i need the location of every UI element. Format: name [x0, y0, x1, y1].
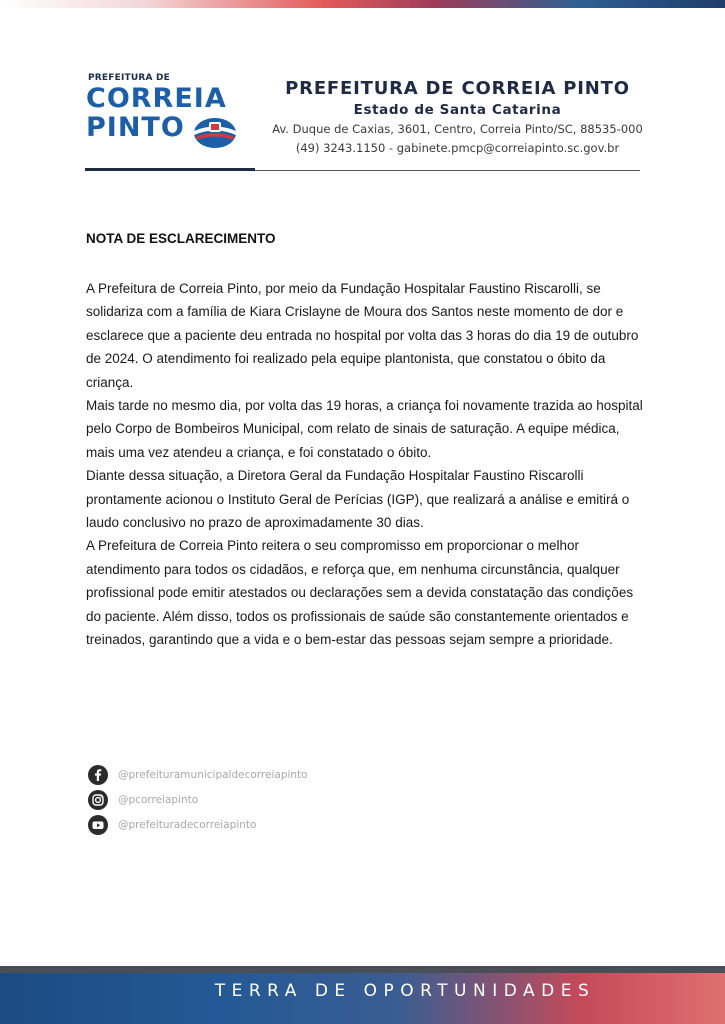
footer-slogan: TERRA DE OPORTUNIDADES [214, 981, 596, 1001]
social-links [88, 762, 388, 837]
logo-line-2: PINTO [86, 112, 185, 143]
youtube-handle: @prefeituradecorreiapinto [118, 818, 257, 831]
city-emblem-icon [192, 116, 238, 150]
city-logo [86, 70, 256, 152]
institution-info [270, 78, 645, 158]
social-row-instagram[interactable] [88, 787, 388, 812]
header-rule-thin [255, 170, 640, 171]
footer-strip [0, 966, 725, 973]
institution-address: Av. Duque de Caxias, 3601, Centro, Correia Pinto/SC, 88535-000 [272, 122, 643, 136]
social-row-facebook[interactable] [88, 762, 388, 787]
institution-state: Estado de Santa Catarina [353, 102, 562, 118]
document-body [86, 230, 646, 652]
paragraph-4: A Prefeitura de Correia Pinto reitera o seu compromisso em proporcionar o melhor atendimento para todos os cidadãos, e reforça que, em nenhuma circunstância, qualquer profissional pode emitir atestados ou declarações sem a devida constatação das condições do paciente. Além disso, todos os profissionais de saúde são constantemente orientados e treinados, garantindo que a vida e o bem-estar das pessoas sejam sempre a prioridade. [86, 538, 634, 648]
header-rule-thick [85, 168, 255, 171]
institution-contact: (49) 3243.1150 - gabinete.pmcp@correiapinto.sc.gov.br [295, 141, 620, 155]
letterhead [0, 0, 725, 180]
paragraph-2: Mais tarde no mesmo dia, por volta das 19 horas, a criança foi novamente trazida ao hospital pelo Corpo de Bombeiros Municipal, com relato de sinais de saturação. A equipe médica, mais uma vez atendeu a criança, e foi constatado o óbito. [86, 398, 643, 460]
footer-banner [0, 966, 725, 1024]
facebook-icon [88, 765, 108, 785]
logo-small-text: PREFEITURA DE [88, 73, 171, 83]
instagram-handle: @pcorreiapinto [118, 793, 199, 806]
social-row-youtube[interactable] [88, 812, 388, 837]
paragraph-3: Diante dessa situação, a Diretora Geral da Fundação Hospitalar Faustino Riscarolli prontamente acionou o Instituto Geral de Perícias (IGP), que realizará a análise e emitirá o laudo conclusivo no prazo de aproximadamente 30 dias. [86, 468, 630, 531]
logo-line-1: CORREIA [86, 83, 227, 114]
youtube-icon [88, 815, 108, 835]
facebook-handle: @prefeituramunicipaldecorreiapinto [118, 768, 308, 781]
paragraph-1: A Prefeitura de Correia Pinto, por meio da Fundação Hospitalar Faustino Riscarolli, se solidariza com a família de Kiara Crislayne de Moura dos Santos neste momento de dor e esclarece que a paciente deu entrada no hospital por volta das 3 horas do dia 19 de outubro de 2024. O atendimento foi realizado pela equipe plantonista, que constatou o óbito da criança. [86, 281, 639, 390]
institution-title: PREFEITURA DE CORREIA PINTO [285, 78, 630, 99]
document-title: NOTA DE ESCLARECIMENTO [86, 231, 276, 246]
instagram-icon [88, 790, 108, 810]
